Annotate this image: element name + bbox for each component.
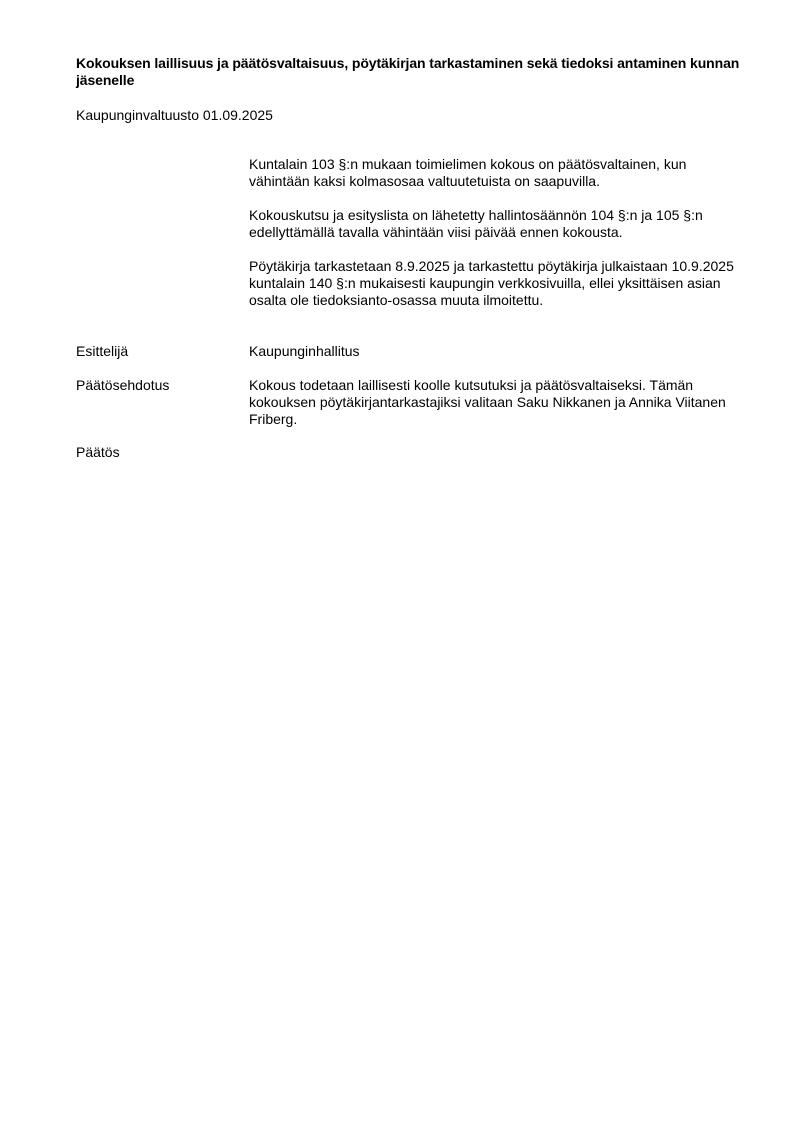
proposal-value: Kokous todetaan laillisesti koolle kutsutuksi ja päätösvaltaiseksi. Tämän kokouksen pöytäkirjantarkastajiksi valitaan Saku Nikkanen ja Annika Viitanen Friberg. <box>249 377 726 427</box>
paragraph-quorum: Kuntalain 103 §:n mukaan toimielimen kokous on päätösvaltainen, kun vähintään kaksi kolmasosaa valtuutetuista on saapuvilla. <box>249 156 687 189</box>
paragraph-minutes-review: Pöytäkirja tarkastetaan 8.9.2025 ja tarkastettu pöytäkirja julkaistaan 10.9.2025 kuntalain 140 §:n mukaisesti kaupungin verkkosivuilla, ellei yksittäisen asian osalta ole tiedoksianto-osassa muuta ilmoitettu. <box>249 258 734 308</box>
proposal-label: Päätösehdotus <box>76 377 170 393</box>
decision-label: Päätös <box>76 444 120 460</box>
document-title: Kokouksen laillisuus ja päätösvaltaisuus, pöytäkirjan tarkastaminen sekä tiedoksi antaminen kunnan jäsenelle <box>76 55 740 88</box>
paragraph-invitation: Kokouskutsu ja esityslista on lähetetty hallintosäännön 104 §:n ja 105 §:n edellyttämällä tavalla vähintään viisi päivää ennen kokousta. <box>249 207 703 240</box>
presenter-label: Esittelijä <box>76 343 129 359</box>
presenter-value: Kaupunginhallitus <box>249 343 360 359</box>
meeting-info: Kaupunginvaltuusto 01.09.2025 <box>76 107 273 123</box>
